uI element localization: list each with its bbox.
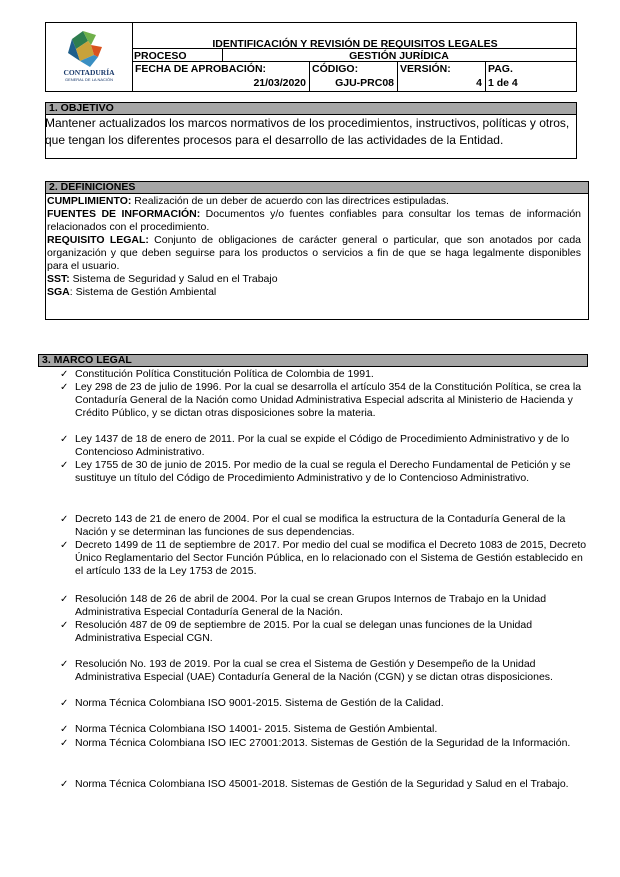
definition-text: Sistema de Seguridad y Salud en el Trabajo [69, 273, 278, 285]
check-icon: ✓ [60, 620, 69, 631]
definition-item [47, 195, 581, 208]
version-cell [398, 62, 486, 91]
check-icon: ✓ [60, 369, 69, 380]
process-label: PROCESO [134, 50, 187, 62]
check-icon: ✓ [60, 514, 69, 525]
page-cell [486, 62, 576, 91]
document-title: IDENTIFICACIÓN Y REVISIÓN DE REQUISITOS LEGALES [212, 38, 498, 50]
definition-item [47, 286, 581, 299]
process-label-cell [133, 49, 223, 62]
version-label: VERSIÓN: [400, 63, 451, 75]
logo-subtext: GENERAL DE LA NACIÓN [64, 77, 114, 82]
check-icon: ✓ [60, 724, 69, 735]
objective-heading: 1. OBJETIVO [45, 102, 577, 115]
definitions-list [47, 195, 581, 299]
legal-item-text: Ley 1755 de 30 de junio de 2015. Por medio de la cual se regula el Derecho Fundamental de Petición y se sustituye un título del Código de Procedimiento Administrativo y de lo Contencioso Administrativo. [75, 459, 571, 484]
legal-item-text: Resolución 487 de 09 de septiembre de 2015. Por la cual se delegan unas funciones de la Unidad Administrativa Especial CGN. [75, 619, 533, 644]
check-icon: ✓ [60, 738, 69, 749]
objective-text: Mantener actualizados los marcos normativos de los procedimientos, instructivos, políticas y otros, que tengan los diferentes procesos para el desarrollo de las actividades de la Entidad. [45, 116, 570, 147]
check-icon: ✓ [60, 659, 69, 670]
legal-item-text: Norma Técnica Colombiana ISO 9001-2015. Sistema de Gestión de la Calidad. [75, 697, 444, 709]
metadata-row [133, 62, 576, 91]
page-label: PAG. [488, 63, 513, 75]
legal-item-text: Norma Técnica Colombiana ISO IEC 27001:2013. Sistemas de Gestión de la Seguridad de la Información. [75, 737, 571, 749]
process-value: GESTIÓN JURÍDICA [349, 50, 449, 62]
logo [46, 23, 133, 91]
legal-item-text: Resolución 148 de 26 de abril de 2004. Por la cual se crean Grupos Internos de Trabajo en la Unidad Administrativa Especial Contaduría General de la Nación. [75, 593, 547, 618]
code-cell [310, 62, 398, 91]
legal-item-text: Decreto 1499 de 11 de septiembre de 2017. Por medio del cual se modifica el Decreto 1083 de 2015, Decreto Único Reglamentario del Sector Función Pública, en lo relacionado con el Sistema de Gestión establecido en el artículo 133 de la Ley 1753 de 2015. [75, 539, 587, 577]
legal-item-text: Decreto 143 de 21 de enero de 2004. Por el cual se modifica la estructura de la Contaduría General de la Nación y se determinan las funciones de sus dependencias. [75, 513, 566, 538]
code-label: CÓDIGO: [312, 63, 359, 75]
page-value: 1 de 4 [488, 77, 518, 89]
check-icon: ✓ [60, 434, 69, 445]
check-icon: ✓ [60, 779, 69, 790]
definition-item [47, 208, 581, 234]
definition-item [47, 273, 581, 286]
approval-cell [133, 62, 310, 91]
approval-value: 21/03/2020 [253, 77, 306, 89]
document-header [45, 22, 577, 92]
definition-term: FUENTES DE INFORMACIÓN: [47, 208, 201, 220]
code-value: GJU-PRC08 [335, 77, 394, 89]
legal-item-text: Norma Técnica Colombiana ISO 45001-2018. Sistemas de Gestión de la Seguridad y Salud en el Trabajo. [75, 778, 569, 790]
definition-term: REQUISITO LEGAL: [47, 234, 149, 246]
definition-item [47, 234, 581, 273]
definition-term: SST: [47, 273, 70, 285]
legal-item-text: Ley 298 de 23 de julio de 1996. Por la cual se desarrolla el artículo 354 de la Constitución Política, se crea la Contaduría General de la Nación como Unidad Administrativa Especial adscrita al Ministerio de Hacienda y Crédito Público, y se dictan otras disposiciones sobre la materia. [75, 381, 582, 419]
legal-item-text: Resolución No. 193 de 2019. Por la cual se crea el Sistema de Gestión y Desempeño de la Unidad Administrativa Especial (UAE) Contaduría General de la Nación (CGN) y se dictan otras disposiciones. [75, 658, 553, 683]
definitions-heading: 2. DEFINICIONES [45, 181, 589, 194]
check-icon: ✓ [60, 382, 69, 393]
process-row [133, 48, 576, 62]
legal-item-text: Norma Técnica Colombiana ISO 14001- 2015. Sistema de Gestión Ambiental. [75, 723, 438, 735]
check-icon: ✓ [60, 540, 69, 551]
definition-text: : Sistema de Gestión Ambiental [69, 286, 217, 298]
definition-text: Conjunto de obligaciones de carácter general o particular, que son anotados por cada organización y que deben seguirse para los productos o servicios a fin de que se haga legalmente disponibles para el usuario. [47, 234, 581, 272]
legal-item-text: Constitución Política Constitución Política de Colombia de 1991. [75, 368, 374, 380]
legal-heading: 3. MARCO LEGAL [38, 354, 588, 367]
definition-term: SGA [47, 286, 70, 298]
definition-term: CUMPLIMIENTO: [47, 195, 132, 207]
logo-text: CONTADURÍA [63, 68, 115, 77]
definition-text: Realización de un deber de acuerdo con las directrices estipuladas. [131, 195, 449, 207]
check-icon: ✓ [60, 594, 69, 605]
definition-text: Documentos y/o fuentes confiables para consultar los temas de información relacionados con el procedimiento. [47, 208, 581, 233]
check-icon: ✓ [60, 460, 69, 471]
version-value: 4 [476, 77, 482, 89]
check-icon: ✓ [60, 698, 69, 709]
legal-item-text: Ley 1437 de 18 de enero de 2011. Por la cual se expide el Código de Procedimiento Administrativo y de lo Contencioso Administrativo. [75, 433, 570, 458]
approval-label: FECHA DE APROBACIÓN: [135, 63, 267, 75]
